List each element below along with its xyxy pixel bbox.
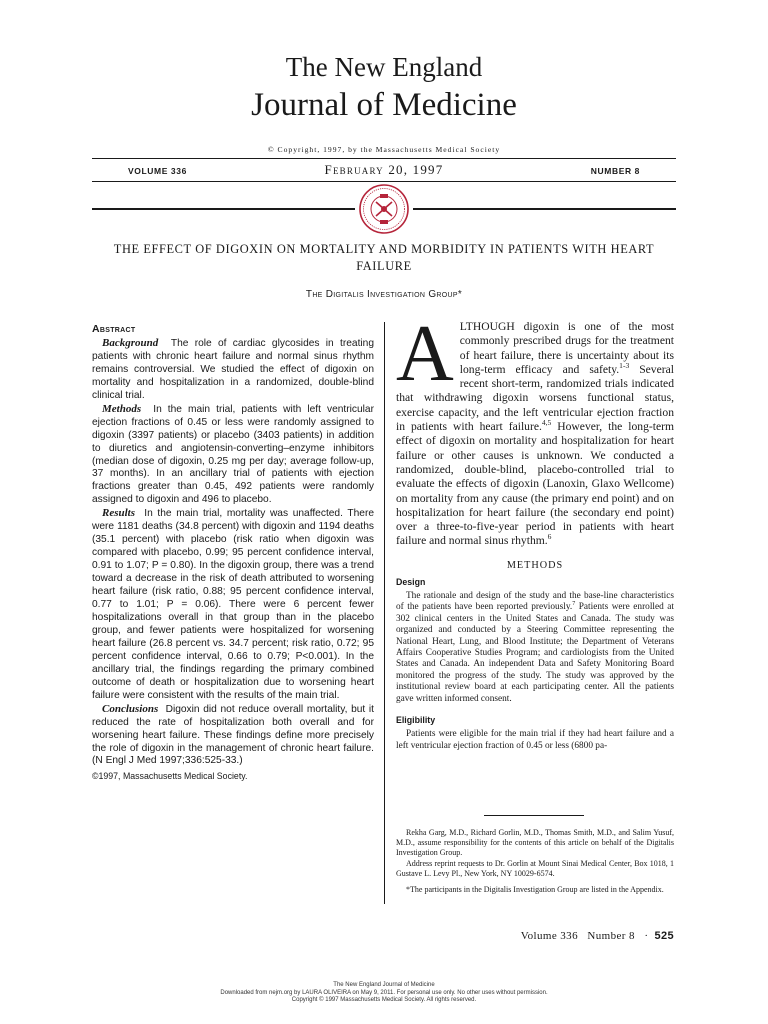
abstract-results [92,507,374,702]
ref-3: 6 [547,532,552,542]
nejm-seal-icon [359,184,409,234]
footnote-rule [484,815,584,816]
footnote-participants: *The participants in the Digitalis Investigation Group are listed in the Appendix. [406,885,664,895]
download-line2: Downloaded from nejm.org by LAURA OLIVEIRA on May 9, 2011. For personal use only. No other uses without permission. [220,989,548,996]
background-label: Background [102,336,159,349]
intro-rest: However, the long-term effect of digoxin on mortality and hospitalization for heart failure or other causes is unknown. We conducted a randomized, double-blind, placebo-controlled trial to evaluate the effects of digoxin (Lanoxin, Glaxo Wellcome) on mortality from any cause (the primary end point) and on hospitalization for heart failure (the secondary end point) over a three-to-five-year period in patients with heart failure and normal sinus rhythm. [396,420,674,548]
design-heading: Design [396,576,426,587]
footer-volume: Volume 336 Number 8 · [520,930,649,942]
download-line1: The New England Journal of Medicine [333,982,435,988]
journal-name-line2: Journal of Medicine [251,87,517,123]
seal-rule-right [413,208,676,210]
drop-cap: A [396,310,454,398]
download-line3: Copyright © 1997 Massachusetts Medical Society. All rights reserved. [291,997,477,1004]
results-text: In the main trial, mortality was unaffected. There were 1181 deaths (34.8 percent) with digoxin and 1194 deaths (35.1 percent) with placebo (risk ratio when digoxin was compared with placebo, 0.99; 95 percent confidence interval, 0.91 to 1.07; P = 0.80). In the digoxin group, there was a trend toward a decrease in the risk of death attributed to worsening heart failure (risk ratio, 0.88; 95 percent confidence interval, 0.77 to 1.01; P = 0.06). There were 6 percent fewer hospitalizations overall in that group than in the placebo group, and fewer patients were hospitalized for worsening heart failure (26.8 percent vs. 34.7 percent; risk ratio, 0.72; 95 percent confidence interval, 0.66 to 0.79; P<0.001). In the ancillary trial, the findings regarding the primary combined outcome of death or hospitalization due to worsening heart failure were consistent with the results of the main trial. [92,508,374,701]
ref-2: 4,5 [541,418,552,428]
article-authors: The Digitalis Investigation Group* [305,289,463,300]
conclusions-label: Conclusions [102,702,159,715]
abstract-heading: Abstract [92,323,136,335]
abstract-methods [92,403,374,508]
methods-heading: METHODS [506,559,564,571]
methods-text: In the main trial, patients with left ventricular ejection fractions of 0.45 or less were randomly assigned to digoxin (3397 patients) or placebo (3403 patients) in addition to diuretics and angiotensin-converting–enzyme inhibitors (median dose of digoxin, 0.25 mg per day; average follow-up, 37 months). In an ancillary trial of patients with ejection fractions greater than 0.45, 492 patients were randomly assigned to digoxin and 496 to placebo. [92,403,374,506]
column-divider [384,322,385,904]
seal-rule-left [92,208,355,210]
abstract-background [92,337,374,403]
footnotes [396,828,674,895]
design-text-b: Patients were enrolled at 302 clinical centers in the United States and Canada. The study was organized and conducted by a Steering Committee representing the National Heart, Lung, and Blood Institute; the Department of Veterans Affairs Cooperative Studies Program; and cardiologists from the United States and Canada. An independent Data and Safety Monitoring Board monitored the progress of the study. The study was approved by the institutional review board at each participating center. All the patients gave written informed consent. [396,602,675,704]
eligibility-paragraph: Patients were eligible for the main trial if they had heart failure and a left ventricular ejection fraction of 0.45 or less (6800 pa- [396,729,674,751]
eligibility-heading: Eligibility [396,715,436,726]
abstract-column [92,323,374,783]
masthead-rule-mid [92,181,676,182]
page-footer [521,930,674,942]
copyright-notice: © Copyright, 1997, by the Massachusetts Medical Society [267,145,501,154]
body-column [396,310,675,752]
design-text-a: The rationale and design of the study and the base-line characteristics of the patients have been reported previously. [396,590,674,613]
page-number: 525 [654,930,674,942]
ref-1: 1-3 [619,361,630,371]
footnote-reprints: Address reprint requests to Dr. Gorlin at Mount Sinai Medical Center, Box 1018, 1 Gustave L. Levy Pl., New York, NY 10029-6574. [396,858,674,878]
abstract-conclusions [92,703,374,769]
volume-label: VOLUME 336 [128,166,187,176]
footnote-authors: Rekha Garg, M.D., Richard Gorlin, M.D., Thomas Smith, M.D., and Salim Yusuf, M.D., assume responsibility for the contents of this article on behalf of the Digitalis Investigation Group. [396,828,674,858]
masthead-rule-top [92,158,676,159]
intro-paragraph [396,310,674,549]
intro-lead: LTHOUGH digoxin is one of the most commonly prescribed drugs for the treatment of heart failure, there is uncertainty about its long-term efficacy and safety. [459,320,674,376]
results-label: Results [102,507,136,520]
design-paragraph [396,591,674,706]
download-notice [0,982,768,1005]
intro-mid: Several recent short-term, randomized trials indicated that withdrawing digoxin worsens functional status, exercise capacity, and the left ventricular ejection fraction in patients with heart failure. [396,362,674,434]
article-title: THE EFFECT OF DIGOXIN ON MORTALITY AND MORBIDITY IN PATIENTS WITH HEART FAILURE [113,242,655,273]
journal-name-line1: The New England [285,52,483,82]
society-copyright: ©1997, Massachusetts Medical Society. [92,771,248,782]
issue-date: February 20, 1997 [324,162,444,177]
ref-7: 7 [572,601,576,608]
conclusions-text: Digoxin did not reduce overall mortality, but it reduced the rate of hospitalization both overall and for worsening heart failure. These findings define more precisely the role of digoxin in the management of chronic heart failure. (N Engl J Med 1997;336:525-33.) [92,703,374,767]
background-text: The role of cardiac glycosides in treating patients with chronic heart failure and normal sinus rhythm remains controversial. We studied the effect of digoxin on mortality and hospitalization in a randomized, double-blind clinical trial. [92,337,374,401]
issue-number: NUMBER 8 [590,166,640,176]
methods-label: Methods [102,402,142,415]
